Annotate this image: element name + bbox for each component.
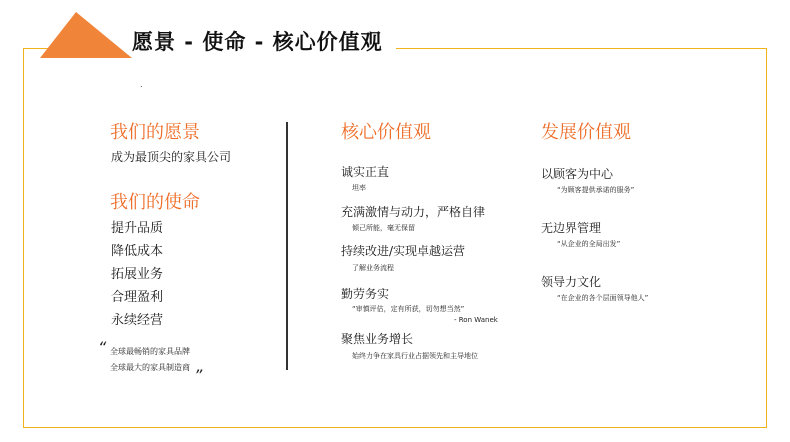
core-value-attribution: - Ron Wanek	[454, 316, 498, 324]
development-value-note: “为顾客提供承诺的服务”	[557, 186, 635, 194]
development-value-note: “从企业的全局出发”	[557, 240, 621, 248]
core-value-title: 勤劳务实	[341, 287, 390, 301]
core-value-title: 诚实正直	[341, 165, 390, 179]
development-value-title: 领导力文化	[541, 275, 602, 289]
core-value-note: 了解业务流程	[352, 264, 394, 272]
page-title: 愿景 - 使命 - 核心价值观	[132, 30, 383, 54]
mission-item: 提升品质	[111, 221, 164, 236]
vision-text: 成为最顶尖的家具公司	[111, 150, 232, 164]
mission-item: 降低成本	[111, 244, 164, 259]
core-value-title: 充满激情与动力，严格自律	[341, 205, 486, 219]
core-values-heading: 核心价值观	[341, 122, 431, 143]
development-value-note: “在企业的各个层面领导他人”	[557, 294, 649, 302]
mission-heading: 我们的使命	[110, 192, 200, 213]
quote-close-mark: ”	[194, 366, 203, 385]
mission-item: 永续经营	[111, 313, 164, 328]
mission-quote-line: 全球最畅销的家具品牌	[110, 347, 190, 356]
vision-heading: 我们的愿景	[110, 122, 200, 143]
core-value-title: 持续改进/实现卓越运营	[341, 244, 466, 258]
decor-dot: .	[140, 80, 143, 89]
development-value-title: 无边界管理	[541, 221, 602, 235]
core-value-note: 坦率	[352, 184, 366, 192]
development-values-heading: 发展价值观	[541, 122, 631, 143]
quote-open-mark: “	[98, 338, 107, 357]
orange-triangle-logo-icon	[40, 12, 132, 58]
core-value-note: “审慎评估，定有所获，切勿想当然”	[352, 305, 465, 313]
core-value-title: 聚焦业务增长	[341, 332, 414, 346]
mission-quote-line: 全球最大的家具制造商	[110, 363, 190, 372]
core-value-note: 始终力争在家具行业占据领先和主导地位	[352, 352, 478, 360]
mission-item: 拓展业务	[111, 267, 164, 282]
core-value-note: 倾己所能，毫无保留	[352, 224, 415, 232]
development-value-title: 以顾客为中心	[541, 167, 614, 181]
column-divider	[286, 122, 288, 370]
mission-item: 合理盈利	[111, 290, 164, 305]
